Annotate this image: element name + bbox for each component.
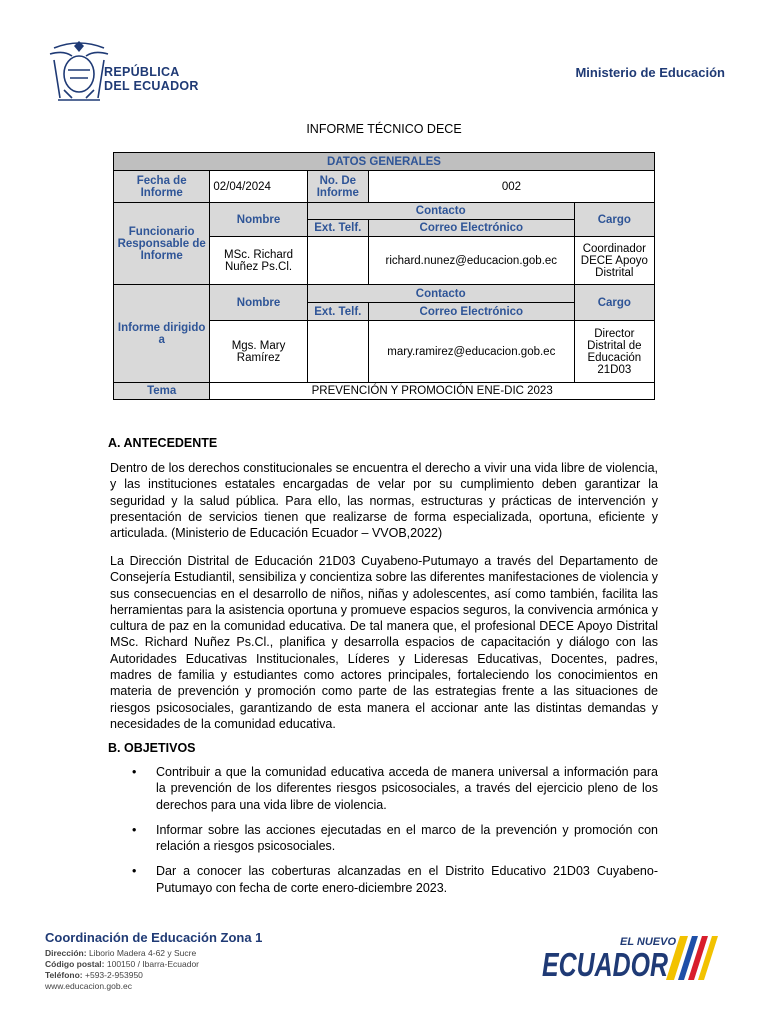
bullet-icon: • bbox=[132, 765, 137, 779]
address-label: Dirección: bbox=[45, 948, 87, 958]
objective-text: Dar a conocer las coberturas alcanzadas en el Distrito Educativo 21D03 Cuyabeno-Putumayo con fecha de corte enero-diciembre 2023. bbox=[156, 864, 658, 895]
phone-value: +593-2-953950 bbox=[85, 970, 143, 980]
objective-item bbox=[110, 822, 658, 855]
el-nuevo-ecuador-logo bbox=[540, 930, 730, 986]
republic-line-1: REPÚBLICA bbox=[104, 65, 180, 79]
addressee-email-header: Correo Electrónico bbox=[368, 303, 574, 321]
responsible-ext-header: Ext. Telf. bbox=[307, 220, 368, 237]
topic-label: Tema bbox=[114, 383, 210, 400]
objective-item bbox=[110, 863, 658, 896]
responsible-label: Funcionario Responsable de Informe bbox=[114, 203, 210, 285]
addressee-label: Informe dirigido a bbox=[114, 285, 210, 383]
postal-value: 100150 / Ibarra-Ecuador bbox=[106, 959, 200, 969]
responsible-role: Coordinador DECE Apoyo Distrital bbox=[574, 237, 654, 285]
footer-phone bbox=[45, 970, 143, 980]
phone-label: Teléfono: bbox=[45, 970, 83, 980]
bullet-icon: • bbox=[132, 822, 137, 837]
objective-text: Contribuir a que la comunidad educativa acceda de manera universal a información para la prevención de los diferentes riesgos psicosociales, a través del ejercicio pleno de los derechos para una vida libre de violencia. bbox=[156, 765, 658, 812]
footer-address bbox=[45, 948, 196, 958]
antecedente-heading: A. ANTECEDENTE bbox=[108, 436, 218, 450]
brand-big-text: ECUADOR bbox=[542, 946, 669, 983]
general-data-heading: DATOS GENERALES bbox=[114, 153, 655, 171]
antecedente-paragraph-2: La Dirección Distrital de Educación 21D03 Cuyabeno-Putumayo a través del Departamento de Consejería Estudiantil, sensibiliza y concientiza sobre las diferentes manifestaciones de violencia y sus consecuencias en el desarrollo de niños, niñas y adolescentes, así como también, facilita las herramientas para la asistencia oportuna y promueve espacios seguros, la convivencia armónica y cultura de paz en la comunidad educativa. De tal manera que, el profesional DECE Apoyo Distrital MSc. Richard Nuñez Ps.Cl., planifica y desarrolla espacios de capacitación y diálogo con las Autoridades Educativas Institucionales, Líderes y Lideresas Educativas, Docentes, padres, madres de familia y estudiantes como actores principales, fortaleciendo los conocimientos en materia de prevención y promoción como parte de las estrategias frente a las situaciones de riesgos psicosociales, garantizando de esta manera el accionar ante las distintas demandas y necesidades de la comunidad educativa. bbox=[110, 554, 658, 731]
responsible-ext bbox=[307, 237, 368, 285]
report-date-value: 02/04/2024 bbox=[210, 171, 307, 203]
report-date-label: Fecha de Informe bbox=[114, 171, 210, 203]
responsible-name: MSc. Richard Nuñez Ps.Cl. bbox=[210, 237, 307, 285]
postal-label: Código postal: bbox=[45, 959, 105, 969]
responsible-email: richard.nunez@educacion.gob.ec bbox=[368, 237, 574, 285]
addressee-email: mary.ramirez@educacion.gob.ec bbox=[368, 321, 574, 383]
responsible-contact-header: Contacto bbox=[307, 203, 574, 220]
responsible-name-header: Nombre bbox=[210, 203, 307, 237]
addressee-name-header: Nombre bbox=[210, 285, 307, 321]
objetivos-heading: B. OBJETIVOS bbox=[108, 741, 196, 755]
address-value: Liborio Madera 4-62 y Sucre bbox=[88, 948, 197, 958]
report-number-label: No. De Informe bbox=[307, 171, 368, 203]
footer-postal bbox=[45, 959, 199, 969]
document-title: INFORME TÉCNICO DECE bbox=[306, 122, 462, 136]
republic-line-2: DEL ECUADOR bbox=[104, 79, 199, 93]
addressee-name: Mgs. Mary Ramírez bbox=[210, 321, 307, 383]
objective-text: Informar sobre las acciones ejecutadas en el marco de la prevención y promoción con relación a riesgos psicosociales. bbox=[156, 822, 658, 854]
report-number-value: 002 bbox=[368, 171, 654, 203]
objective-item bbox=[110, 764, 658, 813]
addressee-contact-header: Contacto bbox=[307, 285, 574, 303]
addressee-role-header: Cargo bbox=[574, 285, 654, 321]
brand-small-text: EL NUEVO bbox=[620, 936, 677, 948]
responsible-email-header: Correo Electrónico bbox=[368, 220, 574, 237]
republic-name bbox=[104, 65, 199, 93]
ministry-name: Ministerio de Educación bbox=[575, 65, 725, 80]
responsible-role-header: Cargo bbox=[574, 203, 654, 237]
addressee-role: Director Distrital de Educación 21D03 bbox=[574, 321, 654, 383]
addressee-ext-header: Ext. Telf. bbox=[307, 303, 368, 321]
general-data-table bbox=[113, 152, 655, 400]
footer-coordination: Coordinación de Educación Zona 1 bbox=[45, 930, 263, 945]
antecedente-paragraph-1: Dentro de los derechos constitucionales se encuentra el derecho a vivir una vida libre de violencia, y las instituciones estatales encargadas de velar por su cumplimiento deben garantizar la seguridad y la salud pública. Para ello, las normas, estructuras y prácticas de intervención y presentación de servicios tienen que realizarse de forma especializada, oportuna, eficiente y articulada. (Ministerio de Educación Ecuador – VVOB,2022) bbox=[110, 461, 658, 541]
footer-website: www.educacion.gob.ec bbox=[45, 981, 132, 991]
bullet-icon: • bbox=[132, 864, 137, 879]
topic-value: PREVENCIÓN Y PROMOCIÓN ENE-DIC 2023 bbox=[210, 383, 655, 400]
objectives-list bbox=[110, 764, 658, 905]
addressee-ext bbox=[307, 321, 368, 383]
